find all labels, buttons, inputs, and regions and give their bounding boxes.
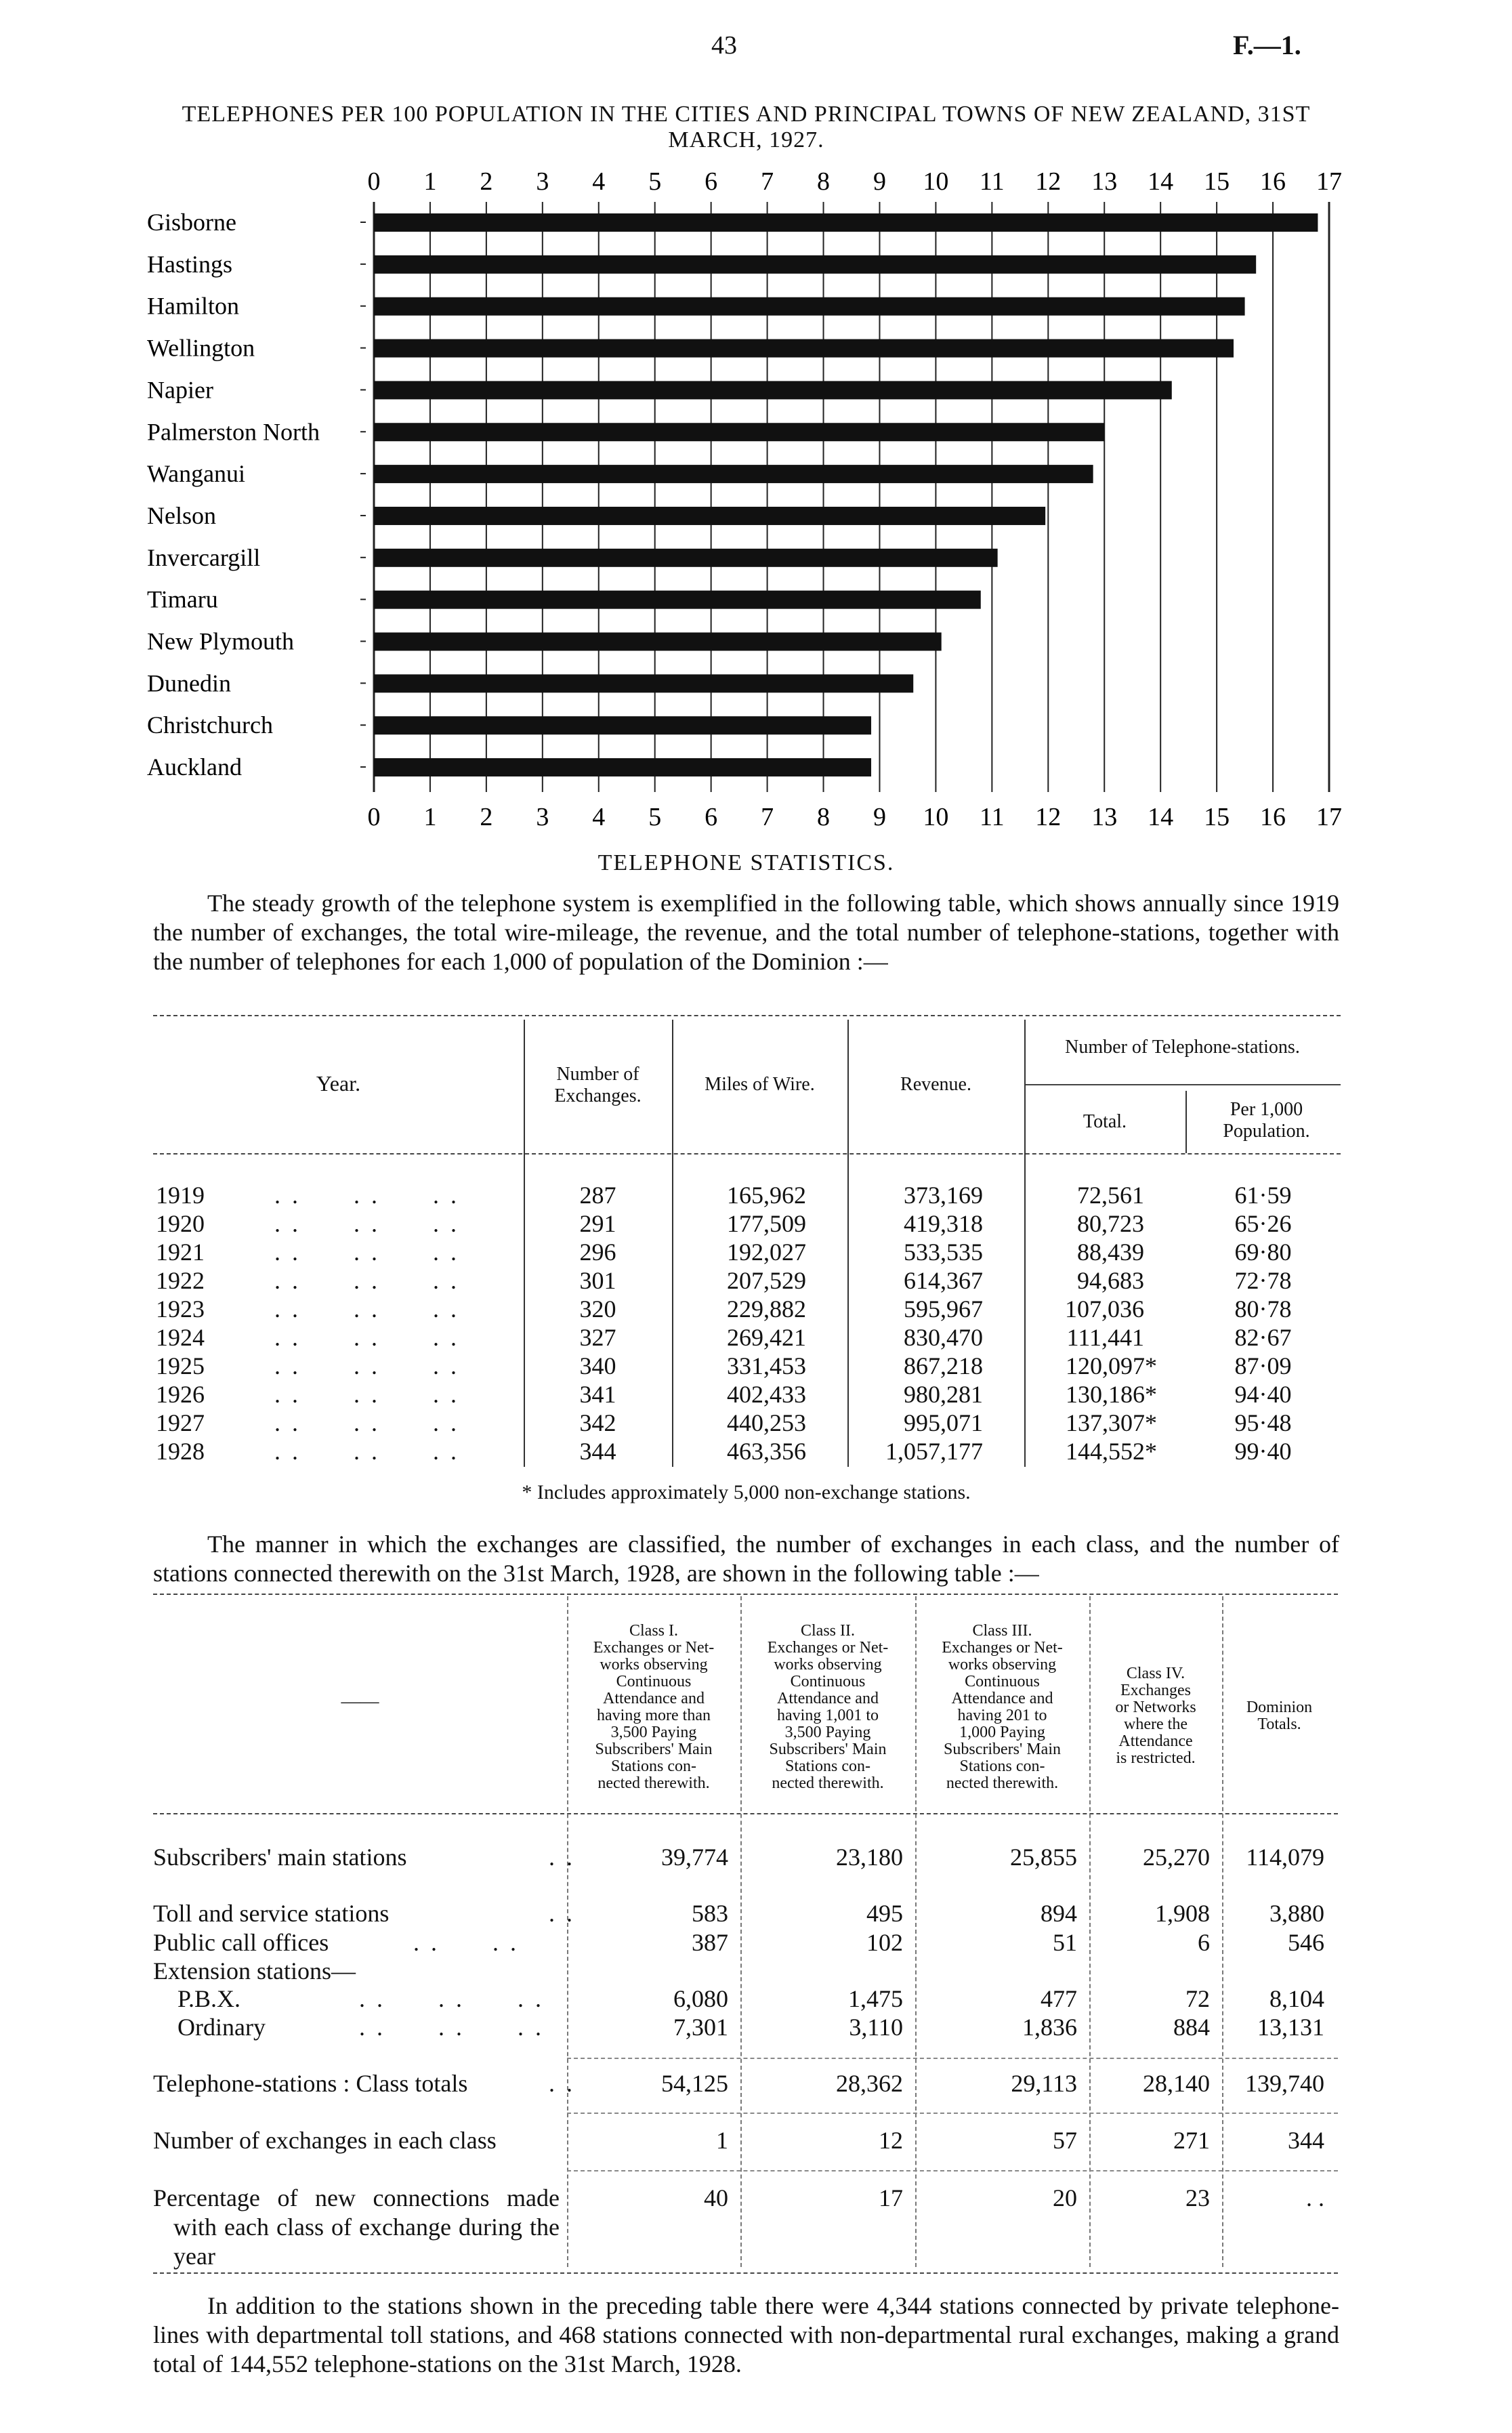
x-tick-label-top: 12 bbox=[1035, 167, 1062, 196]
table-bottom-rule bbox=[153, 2272, 1338, 2274]
x-tick-label-top: 8 bbox=[817, 167, 831, 196]
bar-new-plymouth bbox=[374, 633, 942, 651]
header-line: Subscribers' Main bbox=[944, 1741, 1061, 1758]
cell-exchanges: 327 bbox=[579, 1324, 616, 1351]
header-line: having more than bbox=[597, 1707, 711, 1724]
cell-revenue: 614,367 bbox=[904, 1267, 983, 1294]
x-tick-label-bottom: 12 bbox=[1035, 803, 1062, 831]
classification-paragraph: The manner in which the exchanges are classified, the number of exchanges in each class, and the number of stations connected therewith on the 31st March, 1928, are shown in the following table :— bbox=[153, 1531, 1339, 1587]
category-label: New Plymouth bbox=[147, 627, 295, 655]
cell-value: . . bbox=[1306, 2184, 1324, 2211]
cell-per-1000: 61·59 bbox=[1234, 1182, 1292, 1209]
table-row bbox=[0, 1437, 1512, 1465]
x-tick-label-top: 16 bbox=[1260, 167, 1286, 196]
header-line: Exchanges or Net- bbox=[767, 1639, 889, 1657]
cell-value: 139,740 bbox=[1245, 2070, 1324, 2097]
cell-value: 28,140 bbox=[1143, 2070, 1210, 2097]
x-tick-label-bottom: 14 bbox=[1148, 803, 1174, 831]
header-bottom-rule bbox=[153, 1813, 1338, 1814]
x-tick-label-top: 2 bbox=[480, 167, 493, 196]
category-label: Nelson bbox=[147, 501, 216, 529]
header-line: Attendance and bbox=[603, 1690, 705, 1707]
bar-christchurch bbox=[374, 716, 871, 734]
row-label: Telephone-stations : Class totals bbox=[153, 2070, 468, 2097]
cell-year: 1920 bbox=[156, 1210, 205, 1237]
row-separator bbox=[567, 2170, 1338, 2171]
cell-total: 94,683 bbox=[1077, 1267, 1144, 1294]
cell-year: 1927 bbox=[156, 1409, 205, 1436]
bar-wellington bbox=[374, 339, 1234, 358]
x-tick-label-bottom: 7 bbox=[761, 803, 774, 831]
x-tick-label-top: 0 bbox=[367, 167, 381, 196]
x-tick-label-top: 14 bbox=[1148, 167, 1174, 196]
cell-value: 6,080 bbox=[673, 1985, 728, 2012]
cell-value: 884 bbox=[1173, 2014, 1210, 2041]
cell-exchanges: 287 bbox=[579, 1182, 616, 1209]
cell-miles: 440,253 bbox=[727, 1409, 806, 1436]
bar-hamilton bbox=[374, 297, 1245, 316]
header-line: Class II. bbox=[801, 1622, 855, 1640]
cell-value: 1,475 bbox=[848, 1985, 903, 2012]
cell-value: 57 bbox=[1053, 2127, 1077, 2154]
table-top-rule bbox=[153, 1594, 1338, 1595]
cell-revenue: 867,218 bbox=[904, 1352, 983, 1379]
cell-value: 7,301 bbox=[673, 2014, 728, 2041]
header-line: Stations con- bbox=[611, 1758, 696, 1775]
header-line: Class IV. bbox=[1126, 1665, 1185, 1682]
header-line: 3,500 Paying bbox=[610, 1724, 697, 1741]
page-reference: F.—1. bbox=[1233, 30, 1301, 60]
header-line: Exchanges or Net- bbox=[942, 1639, 1063, 1657]
bar-timaru bbox=[374, 591, 981, 609]
cell-miles: 229,882 bbox=[727, 1295, 806, 1323]
table-row bbox=[0, 1323, 1512, 1352]
x-tick-label-bottom: 15 bbox=[1204, 803, 1230, 831]
cell-value: 6 bbox=[1198, 1929, 1210, 1956]
table-row bbox=[0, 1209, 1512, 1238]
x-tick-label-bottom: 2 bbox=[480, 803, 493, 831]
header-class-1 bbox=[570, 1623, 738, 1792]
category-label: Christchurch bbox=[147, 711, 273, 739]
cell-miles: 165,962 bbox=[727, 1182, 806, 1209]
cell-year: 1919 bbox=[156, 1182, 205, 1209]
leader-dots: . . . . . . bbox=[274, 1182, 459, 1209]
category-label: Hastings bbox=[147, 250, 232, 278]
cell-value: 3,110 bbox=[849, 2014, 903, 2041]
intro-paragraph: The steady growth of the telephone system is exemplified in the following table, which shows annually since 1919 the number of exchanges, the total wire-mileage, the revenue, and the total number of telephone-stations, together with the number of telephones for each 1,000 of population of the Dominion :— bbox=[153, 890, 1339, 975]
cell-value: 51 bbox=[1053, 1929, 1077, 1956]
cell-exchanges: 342 bbox=[579, 1409, 616, 1436]
x-tick-label-bottom: 17 bbox=[1316, 803, 1342, 831]
cell-value: 583 bbox=[692, 1900, 728, 1927]
header-class-3 bbox=[918, 1623, 1087, 1792]
cell-value: 23,180 bbox=[836, 1844, 903, 1871]
closing-paragraph: In addition to the stations shown in the preceding table there were 4,344 stations connected by private telephone-lines with departmental toll stations, and 468 stations connected with non-departmental rural exchanges, making a grand total of 144,552 telephone-stations on the 31st March, 1928. bbox=[153, 2292, 1339, 2377]
category-label: Napier bbox=[147, 376, 213, 404]
cell-miles: 331,453 bbox=[727, 1352, 806, 1379]
leader-dots: . . . . . . bbox=[274, 1352, 459, 1379]
header-class-2 bbox=[743, 1623, 912, 1792]
cell-value: 114,079 bbox=[1246, 1844, 1324, 1871]
header-class-5 bbox=[1225, 1699, 1334, 1733]
cell-per-1000: 80·78 bbox=[1234, 1295, 1292, 1323]
cell-total: 107,036 bbox=[1065, 1295, 1144, 1323]
cell-value: 25,270 bbox=[1143, 1844, 1210, 1871]
cell-value: 72 bbox=[1185, 1985, 1210, 2012]
header-corner-dash: —— bbox=[341, 1691, 379, 1712]
category-label: Palmerston North bbox=[147, 418, 320, 446]
x-tick-label-bottom: 5 bbox=[648, 803, 662, 831]
header-line: Subscribers' Main bbox=[769, 1741, 887, 1758]
cell-exchanges: 301 bbox=[579, 1267, 616, 1294]
cell-value: 40 bbox=[704, 2184, 728, 2211]
cell-value: 23 bbox=[1185, 2184, 1210, 2211]
x-tick-label-top: 6 bbox=[705, 167, 718, 196]
cell-exchanges: 291 bbox=[579, 1210, 616, 1237]
header-line: Attendance bbox=[1118, 1732, 1193, 1750]
cell-per-1000: 72·78 bbox=[1234, 1267, 1292, 1294]
cell-per-1000: 87·09 bbox=[1234, 1352, 1292, 1379]
row-label: Subscribers' main stations bbox=[153, 1844, 407, 1871]
header-line: Exchanges or Net- bbox=[593, 1639, 715, 1657]
cell-miles: 192,027 bbox=[727, 1239, 806, 1266]
category-label: Dunedin bbox=[147, 669, 231, 697]
header-line: 1,000 Paying bbox=[959, 1724, 1045, 1741]
cell-value: 20 bbox=[1053, 2184, 1077, 2211]
leader-dots: . . bbox=[549, 1844, 575, 1871]
header-line: having 201 to bbox=[957, 1707, 1047, 1724]
leader-dots: . . . . bbox=[413, 1929, 519, 1956]
cell-total: 80,723 bbox=[1077, 1210, 1144, 1237]
header-total: Total. bbox=[1083, 1111, 1127, 1132]
header-year: Year. bbox=[316, 1071, 361, 1096]
cell-value: 1,836 bbox=[1022, 2014, 1077, 2041]
x-tick-label-top: 1 bbox=[423, 167, 437, 196]
cell-value: 39,774 bbox=[661, 1844, 728, 1871]
bar-wanganui bbox=[374, 465, 1093, 483]
category-label: Wanganui bbox=[147, 460, 246, 488]
cell-value: 495 bbox=[866, 1900, 903, 1927]
category-label: Gisborne bbox=[147, 209, 236, 236]
x-tick-label-bottom: 9 bbox=[873, 803, 886, 831]
table-footnote: * Includes approximately 5,000 non-exchange stations. bbox=[522, 1481, 971, 1503]
cell-per-1000: 69·80 bbox=[1234, 1239, 1292, 1266]
header-line: Continuous bbox=[965, 1673, 1040, 1690]
x-tick-label-bottom: 8 bbox=[817, 803, 831, 831]
header-line: 3,500 Paying bbox=[784, 1724, 871, 1741]
cell-total: 130,186* bbox=[1066, 1381, 1157, 1408]
header-line: works observing bbox=[600, 1656, 708, 1673]
bar-gisborne bbox=[374, 213, 1318, 232]
leader-dots: . . . . . . bbox=[274, 1438, 459, 1465]
cell-value: 29,113 bbox=[1011, 2070, 1077, 2097]
row-label: Public call offices bbox=[153, 1929, 329, 1956]
header-line: nected therewith. bbox=[772, 1774, 884, 1792]
cell-revenue: 980,281 bbox=[904, 1381, 983, 1408]
cell-value: 25,855 bbox=[1010, 1844, 1077, 1871]
leader-dots: . . bbox=[549, 2070, 575, 2097]
cell-value: 344 bbox=[1288, 2127, 1324, 2154]
x-tick-label-top: 10 bbox=[923, 167, 949, 196]
cell-total: 144,552* bbox=[1066, 1438, 1157, 1465]
category-label: Invercargill bbox=[147, 543, 261, 571]
leader-dots: . . . . . . bbox=[274, 1381, 459, 1408]
bar-dunedin bbox=[374, 674, 913, 692]
cell-value: 8,104 bbox=[1269, 1985, 1324, 2012]
cell-miles: 269,421 bbox=[727, 1324, 806, 1351]
row-separator bbox=[567, 2058, 1338, 2059]
row-label: Ordinary bbox=[177, 2014, 266, 2041]
cell-year: 1926 bbox=[156, 1381, 205, 1408]
header-miles: Miles of Wire. bbox=[705, 1074, 815, 1095]
chart-title: TELEPHONES PER 100 POPULATION IN THE CITIES AND PRINCIPAL TOWNS OF NEW ZEALAND, 31ST MARCH, 1927. bbox=[182, 102, 1311, 152]
cell-year: 1924 bbox=[156, 1324, 205, 1351]
cell-year: 1925 bbox=[156, 1352, 205, 1379]
x-tick-label-bottom: 4 bbox=[592, 803, 606, 831]
cell-value: 13,131 bbox=[1257, 2014, 1324, 2041]
cell-value: 387 bbox=[692, 1929, 728, 1956]
category-label: Hamilton bbox=[147, 292, 239, 320]
x-tick-label-top: 7 bbox=[761, 167, 774, 196]
table-row bbox=[0, 1266, 1512, 1295]
cell-exchanges: 344 bbox=[579, 1438, 616, 1465]
cell-value: 17 bbox=[879, 2184, 903, 2211]
cell-year: 1922 bbox=[156, 1267, 205, 1294]
header-line: works observing bbox=[774, 1656, 882, 1673]
header-line: Attendance and bbox=[951, 1690, 1053, 1707]
cell-per-1000: 94·40 bbox=[1234, 1381, 1292, 1408]
x-tick-label-top: 15 bbox=[1204, 167, 1230, 196]
cell-value: 894 bbox=[1041, 1900, 1077, 1927]
cell-value: 271 bbox=[1173, 2127, 1210, 2154]
header-class-4 bbox=[1092, 1665, 1219, 1767]
header-per-1000: Per 1,000 Population. bbox=[1223, 1099, 1310, 1142]
cell-revenue: 595,967 bbox=[904, 1295, 983, 1323]
leader-dots: . . . . . . bbox=[359, 2014, 544, 2041]
cell-value: 28,362 bbox=[836, 2070, 903, 2097]
cell-revenue: 533,535 bbox=[904, 1239, 983, 1266]
header-exchanges: Number of Exchanges. bbox=[554, 1064, 642, 1106]
bar-auckland bbox=[374, 758, 871, 776]
header-bottom-rule bbox=[153, 1153, 1341, 1155]
header-line: nected therewith. bbox=[946, 1774, 1059, 1792]
header-line: Stations con- bbox=[959, 1758, 1045, 1775]
table-row bbox=[0, 1181, 1512, 1209]
page-number: 43 bbox=[711, 31, 737, 60]
row-label: Toll and service stations bbox=[153, 1900, 390, 1927]
header-line: is restricted. bbox=[1116, 1749, 1196, 1767]
header-line: having 1,001 to bbox=[777, 1707, 879, 1724]
row-label: Extension stations— bbox=[153, 1957, 356, 1984]
cell-revenue: 419,318 bbox=[904, 1210, 983, 1237]
header-line: Class I. bbox=[629, 1622, 678, 1640]
column-divider bbox=[1185, 1091, 1187, 1153]
x-tick-label-bottom: 1 bbox=[423, 803, 437, 831]
bar-palmerston-north bbox=[374, 423, 1104, 441]
x-tick-label-bottom: 0 bbox=[367, 803, 381, 831]
row-label: Percentage of new connections made with each class of exchange during the year bbox=[153, 2184, 560, 2270]
cell-total: 72,561 bbox=[1077, 1182, 1144, 1209]
cell-exchanges: 340 bbox=[579, 1352, 616, 1379]
leader-dots: . . . . . . bbox=[274, 1210, 459, 1237]
bar-nelson bbox=[374, 507, 1045, 525]
row-label: Number of exchanges in each class bbox=[153, 2127, 497, 2154]
row-label: P.B.X. bbox=[177, 1985, 241, 2012]
x-tick-label-top: 13 bbox=[1091, 167, 1118, 196]
cell-revenue: 373,169 bbox=[904, 1182, 983, 1209]
cell-year: 1923 bbox=[156, 1295, 205, 1323]
leader-dots: . . bbox=[549, 1900, 575, 1927]
leader-dots: . . . . . . bbox=[274, 1409, 459, 1436]
cell-per-1000: 99·40 bbox=[1234, 1438, 1292, 1465]
table-top-rule bbox=[153, 1015, 1341, 1016]
cell-value: 12 bbox=[879, 2127, 903, 2154]
header-revenue: Revenue. bbox=[900, 1074, 971, 1095]
leader-dots: . . . . . . bbox=[274, 1239, 459, 1266]
cell-year: 1921 bbox=[156, 1239, 205, 1266]
x-tick-label-bottom: 6 bbox=[705, 803, 718, 831]
category-label: Wellington bbox=[147, 334, 255, 362]
cell-value: 546 bbox=[1288, 1929, 1324, 1956]
cell-per-1000: 95·48 bbox=[1234, 1409, 1292, 1436]
category-label: Auckland bbox=[147, 753, 242, 781]
header-line: nected therewith. bbox=[597, 1774, 710, 1792]
leader-dots: . . . . . . bbox=[359, 1985, 544, 2012]
cell-miles: 463,356 bbox=[727, 1438, 806, 1465]
cell-total: 120,097* bbox=[1066, 1352, 1157, 1379]
cell-value: 1,908 bbox=[1155, 1900, 1210, 1927]
table-row bbox=[0, 1409, 1512, 1437]
cell-miles: 402,433 bbox=[727, 1381, 806, 1408]
header-line: Attendance and bbox=[777, 1690, 879, 1707]
cell-value: 1 bbox=[716, 2127, 728, 2154]
cell-value: 3,880 bbox=[1269, 1900, 1324, 1927]
header-line: Class III. bbox=[972, 1622, 1032, 1640]
cell-miles: 207,529 bbox=[727, 1267, 806, 1294]
cell-per-1000: 65·26 bbox=[1234, 1210, 1292, 1237]
bar-hastings bbox=[374, 255, 1256, 274]
bar-napier bbox=[374, 381, 1172, 399]
header-line: Stations con- bbox=[785, 1758, 870, 1775]
cell-exchanges: 296 bbox=[579, 1239, 616, 1266]
x-tick-label-top: 4 bbox=[592, 167, 606, 196]
row-separator bbox=[567, 2113, 1338, 2114]
cell-value: 477 bbox=[1041, 1985, 1077, 2012]
cell-value: 54,125 bbox=[661, 2070, 728, 2097]
table-row bbox=[0, 1295, 1512, 1323]
x-tick-label-top: 11 bbox=[980, 167, 1005, 196]
cell-revenue: 1,057,177 bbox=[885, 1438, 983, 1465]
section-title: TELEPHONE STATISTICS. bbox=[597, 850, 895, 875]
cell-total: 88,439 bbox=[1077, 1239, 1144, 1266]
table-row bbox=[0, 1380, 1512, 1409]
header-line: or Networks bbox=[1115, 1699, 1196, 1716]
leader-dots: . . . . . . bbox=[274, 1324, 459, 1351]
header-line: Exchanges bbox=[1120, 1682, 1191, 1699]
cell-revenue: 830,470 bbox=[904, 1324, 983, 1351]
subheader-rule bbox=[1024, 1084, 1341, 1085]
x-tick-label-bottom: 3 bbox=[536, 803, 549, 831]
cell-total: 111,441 bbox=[1066, 1324, 1144, 1351]
cell-revenue: 995,071 bbox=[904, 1409, 983, 1436]
x-tick-label-bottom: 16 bbox=[1260, 803, 1286, 831]
header-line: Continuous bbox=[790, 1673, 866, 1690]
header-line: Totals. bbox=[1257, 1715, 1301, 1733]
header-line: Continuous bbox=[616, 1673, 692, 1690]
cell-miles: 177,509 bbox=[727, 1210, 806, 1237]
category-label: Timaru bbox=[147, 585, 218, 613]
cell-exchanges: 320 bbox=[579, 1295, 616, 1323]
x-tick-label-top: 9 bbox=[873, 167, 886, 196]
header-line: works observing bbox=[948, 1656, 1057, 1673]
x-tick-label-bottom: 10 bbox=[923, 803, 949, 831]
x-tick-label-bottom: 11 bbox=[980, 803, 1005, 831]
leader-dots: . . . . . . bbox=[274, 1267, 459, 1294]
bar-chart bbox=[0, 0, 1512, 840]
x-tick-label-top: 5 bbox=[648, 167, 662, 196]
bar-invercargill bbox=[374, 549, 998, 567]
header-stations-group: Number of Telephone-stations. bbox=[1065, 1037, 1300, 1058]
cell-per-1000: 82·67 bbox=[1234, 1324, 1292, 1351]
cell-total: 137,307* bbox=[1066, 1409, 1157, 1436]
x-tick-label-top: 17 bbox=[1316, 167, 1342, 196]
cell-year: 1928 bbox=[156, 1438, 205, 1465]
cell-exchanges: 341 bbox=[579, 1381, 616, 1408]
leader-dots: . . . . . . bbox=[274, 1295, 459, 1323]
x-tick-label-top: 3 bbox=[536, 167, 549, 196]
header-line: where the bbox=[1124, 1715, 1188, 1733]
table-row bbox=[0, 1352, 1512, 1380]
x-tick-label-bottom: 13 bbox=[1091, 803, 1118, 831]
table-row bbox=[0, 1238, 1512, 1266]
header-line: Dominion bbox=[1246, 1699, 1313, 1716]
header-line: Subscribers' Main bbox=[595, 1741, 713, 1758]
cell-value: 102 bbox=[866, 1929, 903, 1956]
